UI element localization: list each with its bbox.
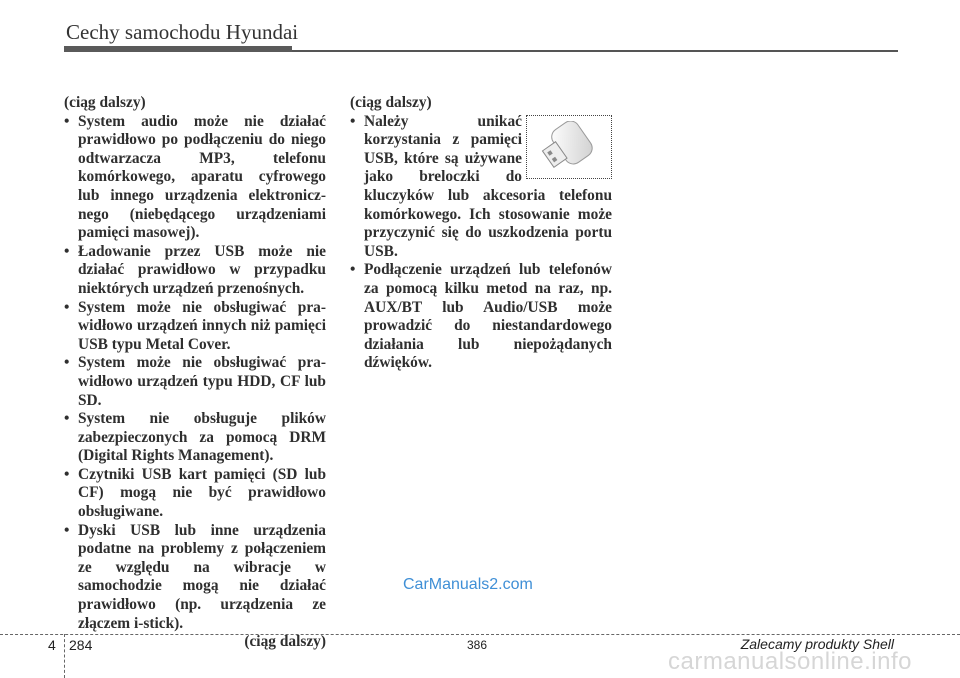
center-page-number: 386 [467,638,488,652]
list-item: • System audio może nie działać prawidłowo po podłączeniu do niego odtwarzacza MP3, telefonu komórkowego, aparatu cyfrowego lub innego urządzenia elektronicznego (niebędącego urządzeniami pamięci masowej). [64,113,326,243]
right-bullet-list [350,113,612,373]
footer-divider [64,634,65,678]
right-column [350,94,612,373]
list-item: • Czytniki USB kart pamięci (SD lub CF) mogą nie być prawidłowo obsługiwane. [64,466,326,522]
list-item [350,113,612,262]
section-number: 4 [48,637,56,653]
page-header-title: Cechy samochodu Hyundai [66,20,299,44]
page-number: 284 [69,637,93,653]
list-item: • System może nie obsługiwać prawidłowo urządzeń innych niż pamięci USB typu Metal Cover. [64,299,326,355]
list-item: • System nie obsługuje plików zabezpieczonych za pomocą DRM (Digital Rights Management). [64,410,326,466]
continued-label-top-left: (ciąg dalszy) [64,94,146,111]
footer-rule [0,634,960,635]
list-item: • Podłączenie urządzeń lub telefonów za pomocą kilku metod na raz, np. AUX/BT lub Audio/USB może prowadzić do niestandardowego działania lub niepożądanych dźwięków. [350,261,612,373]
list-item: • Dyski USB lub inne urządzenia podatne na problemy z połączeniem ze względu na wibracje w samochodzie mogą nie działać prawidłowo (np. urządzenia ze złączem i-stick). [64,522,326,634]
footer-site-watermark: carmanualsonline.info [668,648,912,675]
watermark-logo: CarManuals2.com [403,576,533,593]
continued-label-top-right: (ciąg dalszy) [350,94,432,111]
list-item: • Ładowanie przez USB może nie działać prawidłowo w przypadku niektórych urządzeń przenośnych. [64,243,326,299]
usb-flash-drive-icon [526,115,612,179]
left-column [64,94,326,652]
list-item: • System może nie obsługiwać prawidłowo urządzeń typu HDD, CF lub SD. [64,354,326,410]
header-accent-bar [64,46,292,52]
footer-tagline: Zalecamy produkty Shell [740,636,894,652]
right-item-1-text: Należy unikać korzystania z pamięci USB, które są używane jako breloczki do kluczyków lub akcesoria telefonu komórkowego. Ich stosowanie może przyczynić się do uszkodzenia portu USB. [364,112,612,260]
continued-label-bottom-left: (ciąg dalszy) [244,633,326,651]
left-bullet-list [64,113,326,634]
